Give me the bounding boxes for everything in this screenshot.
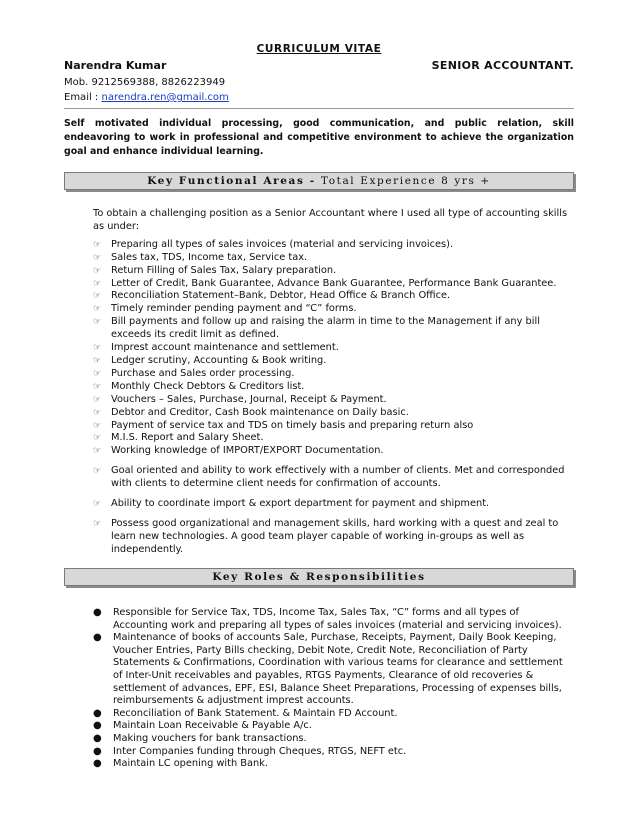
pointing-hand-icon: ☞ (93, 355, 102, 366)
pointing-hand-icon: ☞ (93, 499, 102, 510)
pointing-hand-icon: ☞ (93, 239, 102, 250)
functional-item (93, 290, 575, 303)
functional-item (93, 381, 575, 394)
functional-item-text: Sales tax, TDS, Income tax, Service tax. (111, 251, 308, 263)
roles-heading: Key Roles & Responsibilities (64, 568, 574, 586)
role-item (93, 733, 563, 746)
role-item (93, 746, 563, 759)
functional-item-text: Purchase and Sales order processing. (111, 367, 295, 379)
roles-section (93, 607, 563, 771)
functional-item-text: Imprest account maintenance and settlement. (111, 342, 339, 354)
strength-item (93, 465, 575, 491)
pointing-hand-icon: ☞ (93, 252, 102, 263)
functional-item-text: Reconciliation Statement–Bank, Debtor, Head Office & Branch Office. (111, 290, 451, 302)
functional-item (93, 316, 575, 342)
functional-item-text: Ledger scrutiny, Accounting & Book writing. (111, 354, 327, 366)
functional-item (93, 355, 575, 368)
strength-item-text: Ability to coordinate import & export department for payment and shipment. (111, 498, 490, 510)
functional-item-text: M.I.S. Report and Salary Sheet. (111, 432, 264, 444)
pointing-hand-icon: ☞ (93, 304, 102, 315)
role-item-text: Inter Companies funding through Cheques, RTGS, NEFT etc. (113, 745, 407, 757)
bullet-icon: ● (93, 720, 102, 732)
pointing-hand-icon: ☞ (93, 518, 102, 529)
pointing-hand-icon: ☞ (93, 446, 102, 457)
functional-item (93, 420, 575, 433)
pointing-hand-icon: ☞ (93, 433, 102, 444)
functional-item (93, 303, 575, 316)
pointing-hand-icon: ☞ (93, 407, 102, 418)
role-item (93, 720, 563, 733)
functional-item (93, 252, 575, 265)
candidate-position: SENIOR ACCOUNTANT. (431, 59, 574, 72)
functional-item (93, 265, 575, 278)
strength-item (93, 518, 575, 557)
functional-item (93, 278, 575, 291)
pointing-hand-icon: ☞ (93, 278, 102, 289)
role-item-text: Making vouchers for bank transactions. (113, 732, 307, 744)
role-item-text: Maintain Loan Receivable & Payable A/c. (113, 720, 312, 732)
pointing-hand-icon: ☞ (93, 343, 102, 354)
strength-item-text: Possess good organizational and management skills, hard working with a quest and zeal to learn new technologies. A good team player capable of working in-groups as well as independently. (111, 517, 559, 555)
role-item-text: Maintain LC opening with Bank. (113, 758, 269, 770)
bullet-icon: ● (93, 632, 102, 644)
functional-item (93, 342, 575, 355)
functional-item-text: Vouchers – Sales, Purchase, Journal, Receipt & Payment. (111, 393, 387, 405)
header-divider (64, 108, 574, 109)
functional-item-text: Timely reminder pending payment and “C” forms. (111, 303, 357, 315)
functional-item-text: Working knowledge of IMPORT/EXPORT Documentation. (111, 445, 384, 457)
bullet-icon: ● (93, 707, 102, 719)
email-line (64, 92, 229, 103)
functional-item (93, 432, 575, 445)
functional-item-text: Preparing all types of sales invoices (material and servicing invoices). (111, 238, 454, 250)
role-item (93, 632, 563, 708)
pointing-hand-icon: ☞ (93, 381, 102, 392)
pointing-hand-icon: ☞ (93, 394, 102, 405)
functional-areas-title: Key Functional Areas - (147, 175, 321, 187)
functional-areas-section (93, 208, 575, 564)
functional-item-text: Bill payments and follow up and raising the alarm in time to the Management if any bill exceeds its credit limit as defined. (111, 316, 540, 341)
functional-item-text: Debtor and Creditor, Cash Book maintenance on Daily basic. (111, 406, 409, 418)
bullet-icon: ● (93, 732, 102, 744)
email-link[interactable]: narendra.ren@gmail.com (101, 92, 229, 103)
strength-item-text: Goal oriented and ability to work effectively with a number of clients. Met and corresponded with clients to determine client needs for confirmation of accounts. (111, 465, 565, 490)
profile-summary: Self motivated individual processing, good communication, and public relation, skill endeavoring to work in professional and competitive environment to achieve the organization goal and enhance individual learning. (64, 118, 574, 157)
role-item (93, 607, 563, 632)
functional-item (93, 445, 575, 458)
functional-areas-heading (64, 172, 574, 190)
functional-item (93, 407, 575, 420)
pointing-hand-icon: ☞ (93, 420, 102, 431)
mobile-numbers: Mob. 9212569388, 8826223949 (64, 77, 226, 88)
bullet-icon: ● (93, 758, 102, 770)
bullet-icon: ● (93, 607, 102, 618)
role-item (93, 708, 563, 721)
bullet-icon: ● (93, 745, 102, 757)
candidate-name: Narendra Kumar (64, 59, 167, 72)
pointing-hand-icon: ☞ (93, 317, 102, 328)
functional-item-text: Payment of service tax and TDS on timely basis and preparing return also (111, 419, 474, 431)
role-item-text: Maintenance of books of accounts Sale, Purchase, Receipts, Payment, Daily Book Keeping, Voucher Entries, Party Bills checking, Debit Note, Credit Note, Reconciliation of Party Statements & Confirmations, Coordination with various teams for clearance and settlement of Inter-Unit receivables and payables, RTGS Payments, Clearance of old recoveries & settlement of advances, EPF, ESI, Balance Sheet Preparations, Processing of expenses bills, reimbursements & adjustment imprest accounts. (113, 632, 563, 707)
total-experience: Total Experience 8 yrs + (320, 175, 491, 187)
functional-list (93, 239, 575, 458)
strength-item (93, 498, 575, 511)
functional-item-text: Letter of Credit, Bank Guarantee, Advance Bank Guarantee, Performance Bank Guarantee. (111, 277, 557, 289)
functional-item-text: Monthly Check Debtors & Creditors list. (111, 380, 305, 392)
email-label: Email : (64, 92, 102, 103)
pointing-hand-icon: ☞ (93, 368, 102, 379)
pointing-hand-icon: ☞ (93, 265, 102, 276)
functional-item (93, 239, 575, 252)
roles-list (93, 607, 563, 771)
document-title: CURRICULUM VITAE (256, 43, 382, 55)
role-item-text: Reconciliation of Bank Statement. & Maintain FD Account. (113, 707, 398, 719)
role-item-text: Responsible for Service Tax, TDS, Income Tax, Sales Tax, “C” forms and all types of Accounting work and preparing all types of sales invoices (material and servicing invoices). (113, 607, 562, 631)
pointing-hand-icon: ☞ (93, 466, 102, 477)
strengths-list (93, 465, 575, 556)
functional-item (93, 394, 575, 407)
functional-item-text: Return Filling of Sales Tax, Salary preparation. (111, 264, 337, 276)
pointing-hand-icon: ☞ (93, 291, 102, 302)
functional-item (93, 368, 575, 381)
functional-intro: To obtain a challenging position as a Senior Accountant where I used all type of accounting skills as under: (93, 208, 568, 232)
role-item (93, 758, 563, 771)
